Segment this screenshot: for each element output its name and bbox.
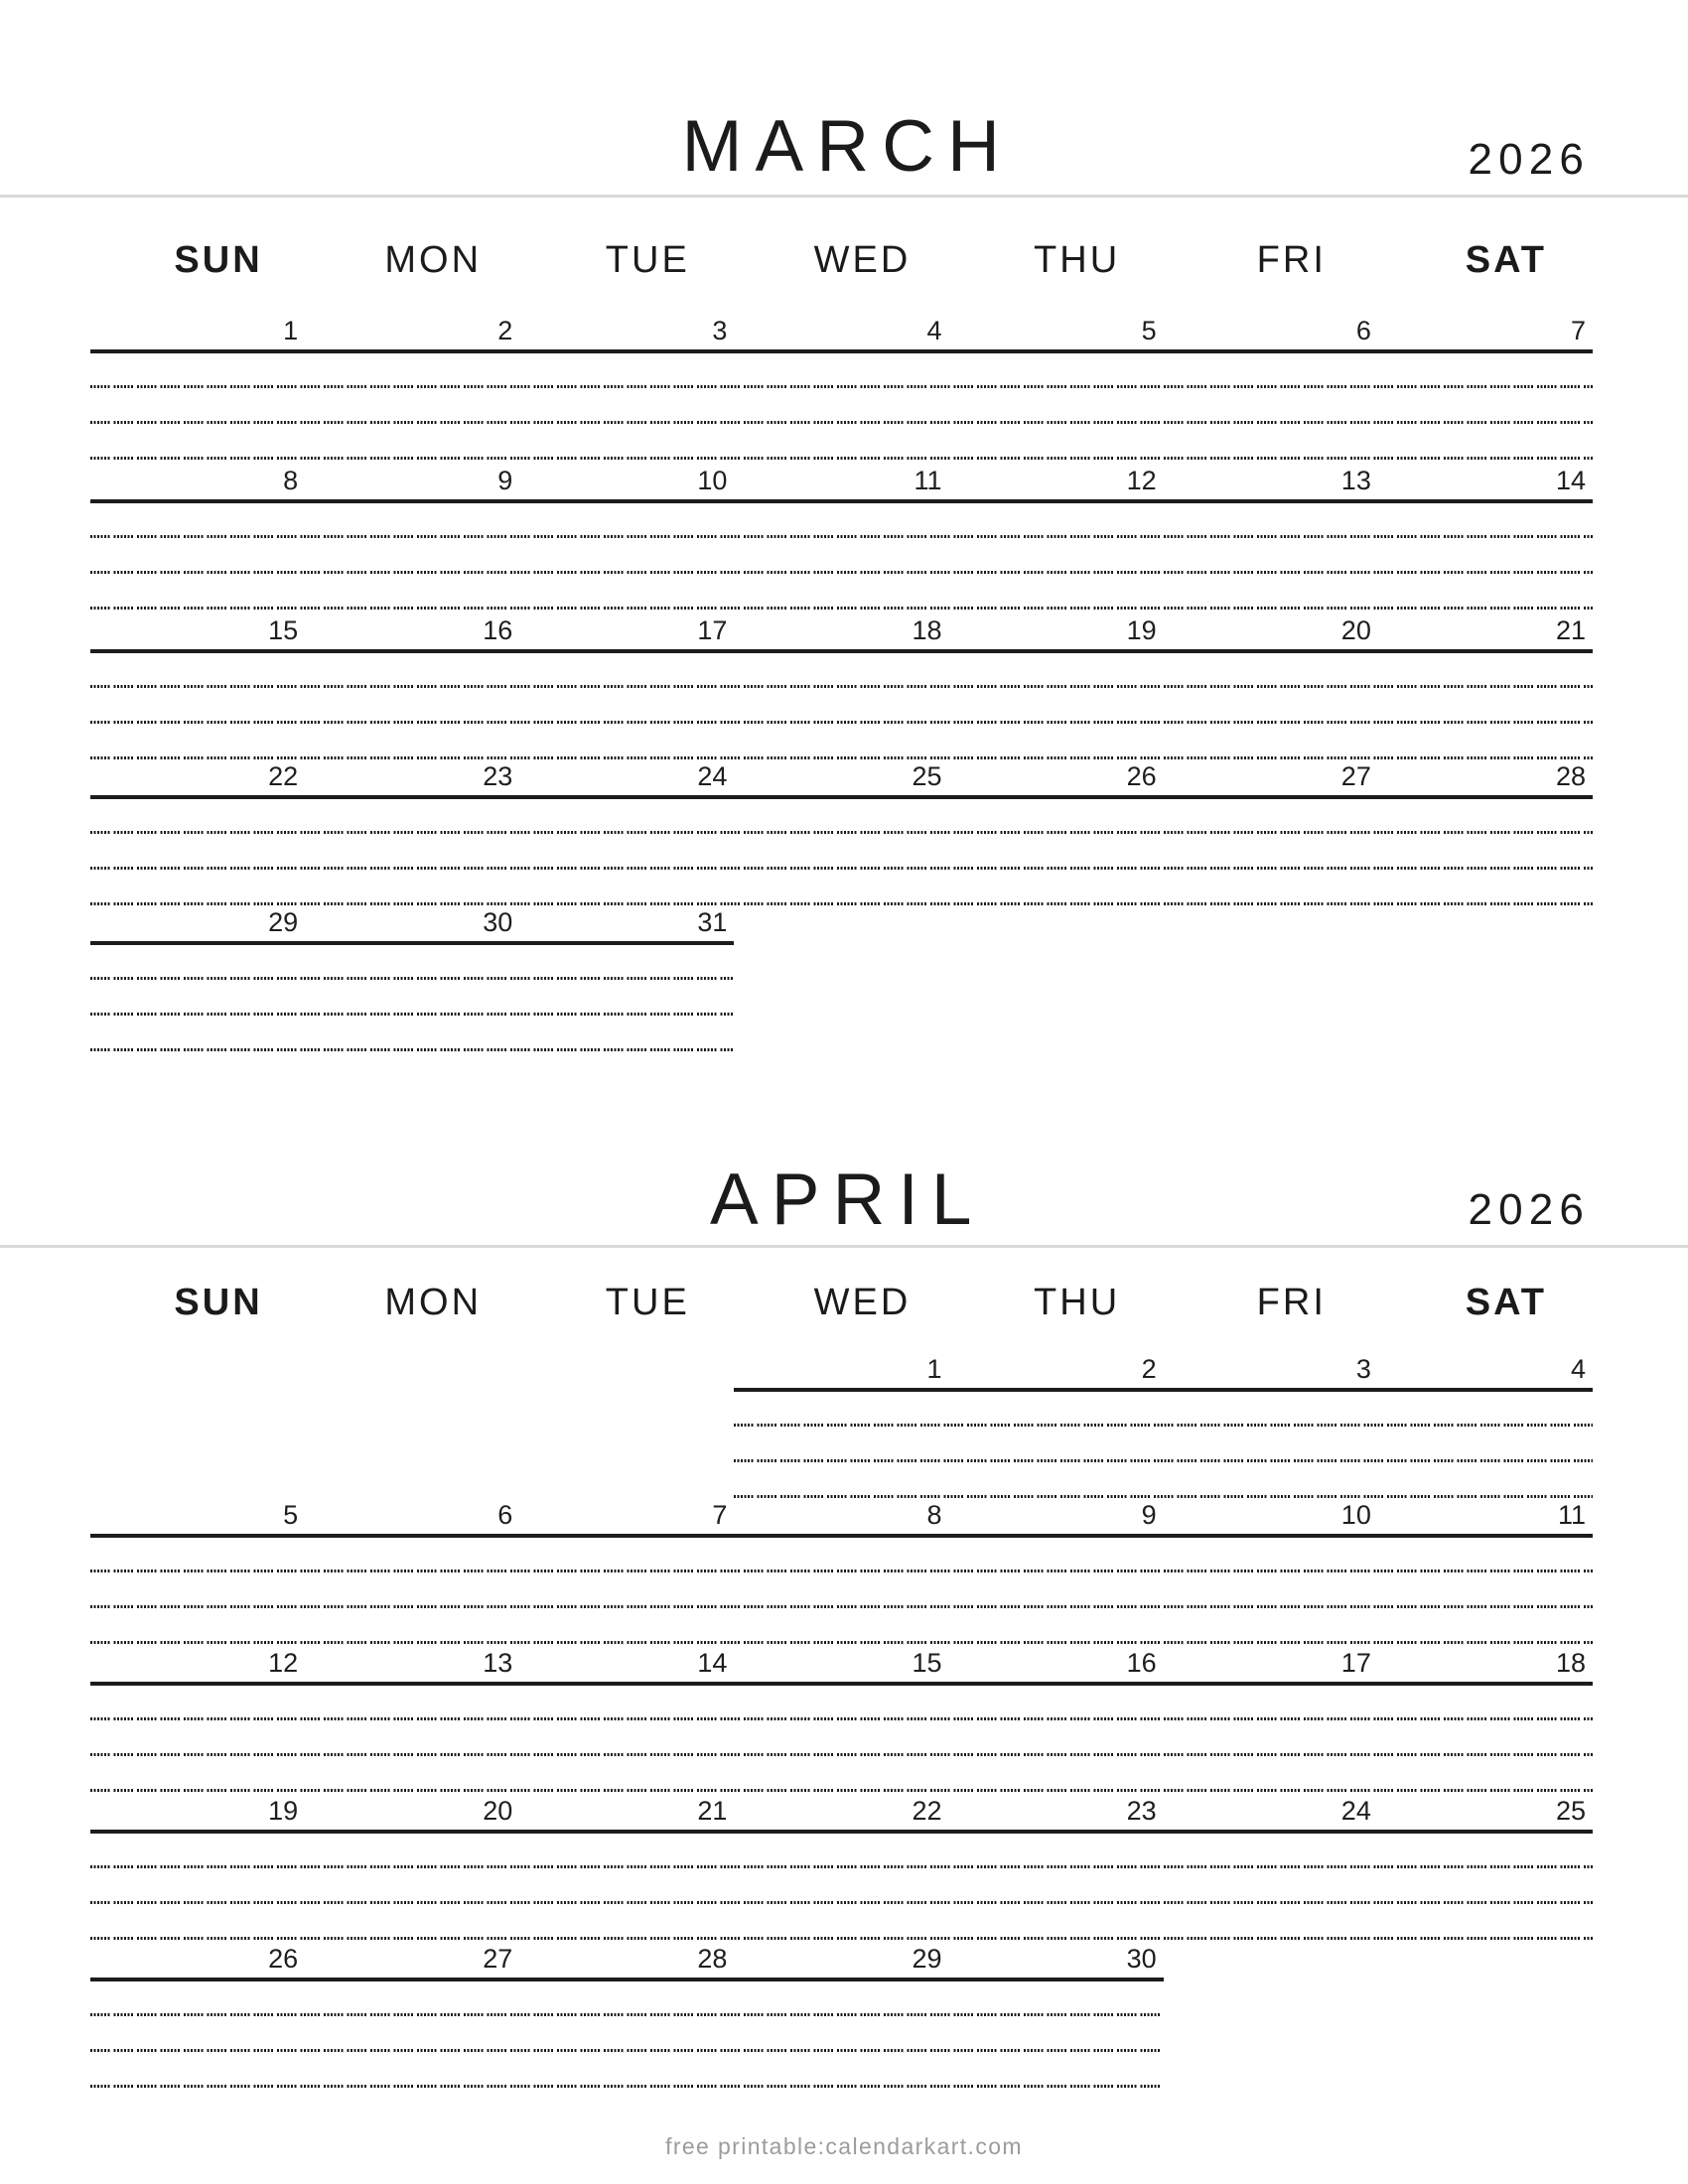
date-number: 26: [1126, 761, 1157, 791]
date-number: 11: [914, 466, 942, 495]
footer-credit: free printable:calendarkart.com: [665, 2133, 1023, 2159]
writing-line: [90, 1605, 1593, 1608]
writing-line: [734, 1424, 1593, 1427]
date-number: 3: [712, 316, 728, 345]
date-number: 29: [912, 1944, 942, 1974]
date-number: 18: [912, 615, 942, 645]
date-number: 1: [283, 316, 299, 345]
week-underline: [90, 795, 1593, 799]
date-number: 28: [697, 1944, 728, 1974]
date-number: 9: [1141, 1500, 1157, 1530]
date-number: 24: [697, 761, 728, 791]
date-number: 27: [483, 1944, 513, 1974]
date-number: 15: [268, 615, 299, 645]
writing-line: [90, 2085, 1164, 2088]
weekday-label-fri: FRI: [1256, 239, 1327, 281]
date-number: 25: [912, 761, 942, 791]
date-number: 13: [1340, 466, 1371, 495]
date-number: 14: [697, 1648, 728, 1678]
writing-line: [90, 1013, 734, 1016]
date-number: 7: [712, 1500, 728, 1530]
date-number: 22: [912, 1796, 942, 1826]
date-number: 12: [1126, 466, 1157, 495]
date-number: 14: [1555, 466, 1586, 495]
week-underline: [90, 1534, 1593, 1538]
date-number: 20: [1340, 615, 1371, 645]
weekday-label-sat: SAT: [1465, 1282, 1548, 1323]
week-underline: [90, 649, 1593, 653]
date-number: 18: [1555, 1648, 1586, 1678]
writing-line: [90, 535, 1593, 538]
writing-line: [90, 421, 1593, 424]
week-underline: [90, 1830, 1593, 1834]
date-number: 15: [912, 1648, 942, 1678]
date-number: 17: [697, 615, 728, 645]
date-number: 8: [926, 1500, 942, 1530]
weekday-label-sun: SUN: [174, 1282, 263, 1323]
week-underline: [90, 941, 734, 945]
date-number: 10: [1340, 1500, 1371, 1530]
weekday-label-tue: TUE: [605, 1282, 690, 1323]
month-title-march: MARCH: [681, 106, 1013, 187]
month-divider: [0, 195, 1688, 198]
date-number: 9: [497, 466, 513, 495]
writing-line: [90, 867, 1593, 870]
date-number: 11: [1557, 1500, 1586, 1530]
date-number: 21: [1555, 615, 1586, 645]
date-number: 26: [268, 1944, 299, 1974]
date-number: 22: [268, 761, 299, 791]
date-number: 16: [483, 615, 513, 645]
date-number: 4: [926, 316, 942, 345]
writing-line: [90, 721, 1593, 724]
date-number: 23: [483, 761, 513, 791]
week-underline: [90, 499, 1593, 503]
weekday-label-wed: WED: [813, 239, 912, 281]
date-number: 24: [1340, 1796, 1371, 1826]
date-number: 16: [1126, 1648, 1157, 1678]
date-number: 19: [268, 1796, 299, 1826]
writing-line: [90, 2049, 1164, 2052]
date-number: 13: [483, 1648, 513, 1678]
weekday-label-fri: FRI: [1256, 1282, 1327, 1323]
date-number: 7: [1570, 316, 1586, 345]
writing-line: [90, 1901, 1593, 1904]
date-number: 20: [483, 1796, 513, 1826]
date-number: 8: [283, 466, 299, 495]
month-title-april: APRIL: [709, 1160, 985, 1240]
writing-line: [90, 1717, 1593, 1720]
writing-line: [90, 1865, 1593, 1868]
date-number: 2: [497, 316, 513, 345]
weekday-label-sun: SUN: [174, 239, 263, 281]
week-underline: [90, 1682, 1593, 1686]
writing-line: [90, 1570, 1593, 1572]
date-number: 1: [926, 1354, 942, 1384]
date-number: 30: [483, 907, 513, 937]
weekday-label-wed: WED: [813, 1282, 912, 1323]
writing-line: [90, 977, 734, 980]
date-number: 21: [697, 1796, 728, 1826]
weekday-label-mon: MON: [384, 1282, 483, 1323]
date-number: 10: [697, 466, 728, 495]
writing-line: [90, 571, 1593, 574]
weekday-label-mon: MON: [384, 239, 483, 281]
date-number: 19: [1126, 615, 1157, 645]
writing-line: [90, 1048, 734, 1051]
date-number: 28: [1555, 761, 1586, 791]
month-year-april: 2026: [1468, 1185, 1590, 1234]
month-year-march: 2026: [1468, 135, 1590, 184]
writing-line: [90, 2013, 1164, 2016]
week-underline: [734, 1388, 1593, 1392]
writing-line: [90, 1753, 1593, 1756]
date-number: 17: [1340, 1648, 1371, 1678]
date-number: 12: [268, 1648, 299, 1678]
month-divider: [0, 1245, 1688, 1248]
weekday-label-sat: SAT: [1465, 239, 1548, 281]
date-number: 31: [697, 907, 728, 937]
date-number: 23: [1126, 1796, 1157, 1826]
writing-line: [90, 385, 1593, 388]
date-number: 30: [1126, 1944, 1157, 1974]
date-number: 25: [1555, 1796, 1586, 1826]
date-number: 2: [1141, 1354, 1157, 1384]
week-underline: [90, 349, 1593, 353]
writing-line: [90, 685, 1593, 688]
date-number: 4: [1570, 1354, 1586, 1384]
writing-line: [734, 1459, 1593, 1462]
date-number: 6: [1355, 316, 1371, 345]
week-underline: [90, 1978, 1164, 1981]
writing-line: [90, 831, 1593, 834]
date-number: 29: [268, 907, 299, 937]
date-number: 27: [1340, 761, 1371, 791]
date-number: 5: [1141, 316, 1157, 345]
date-number: 3: [1355, 1354, 1371, 1384]
weekday-label-thu: THU: [1034, 239, 1121, 281]
date-number: 5: [283, 1500, 299, 1530]
weekday-label-thu: THU: [1034, 1282, 1121, 1323]
date-number: 6: [497, 1500, 513, 1530]
weekday-label-tue: TUE: [605, 239, 690, 281]
